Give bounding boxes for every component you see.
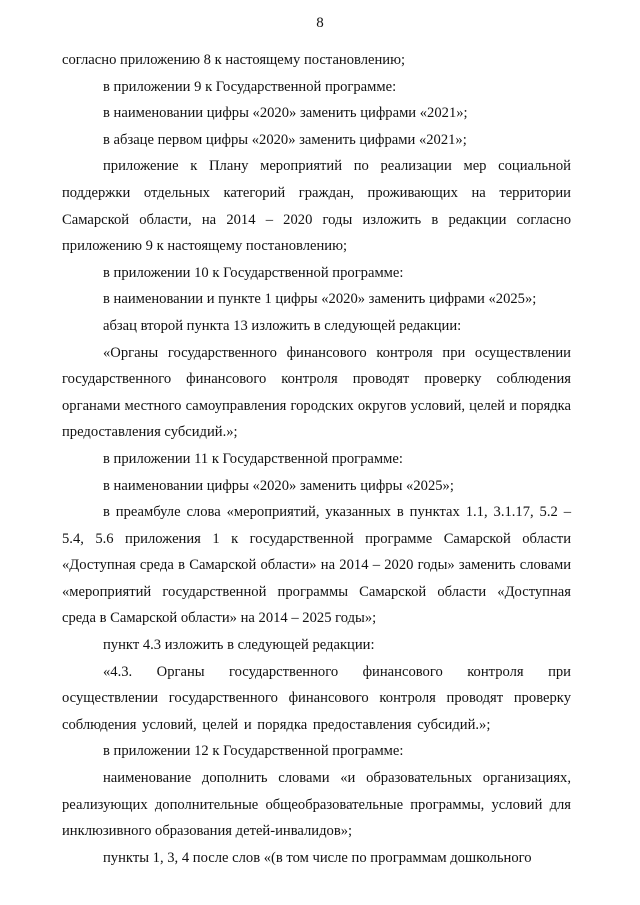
paragraph: согласно приложению 8 к настоящему постановлению;	[62, 52, 406, 68]
paragraph: «Органы государственного финансового контроля при осуществлении государственного финансового контроля проводят проверку соблюдения органами местного самоуправления городских округов условий, целей и порядка предоставления субсидий.»;	[62, 344, 571, 441]
paragraph: в приложении 11 к Государственной программе:	[103, 450, 403, 467]
paragraph: приложение к Плану мероприятий по реализации мер социальной поддержки отдельных категорий граждан, проживающих на территории Самарской области, на 2014 – 2020 годы изложить в редакции согласно приложению 9 к настоящему постановлению;	[62, 158, 571, 255]
paragraph: в приложении 10 к Государственной программе:	[103, 264, 404, 281]
paragraph: в преамбуле слова «мероприятий, указанных в пунктах 1.1, 3.1.17, 5.2 – 5.4, 5.6 приложения 1 к государственной программе Самарской области «Доступная среда в Самарской области» на 2014 – 2020 годы» заменить словами «мероприятий государственной программы Самарской области «Доступная среда в Самарской области» на 2014 – 2025 годы»;	[62, 504, 571, 627]
paragraph: в наименовании цифры «2020» заменить цифры «2025»;	[103, 477, 454, 494]
paragraph: в наименовании и пункте 1 цифры «2020» заменить цифрами «2025»;	[103, 291, 537, 308]
page-number: 8	[316, 15, 324, 31]
paragraph: в приложении 12 к Государственной программе:	[103, 743, 404, 760]
paragraph: в приложении 9 к Государственной программе:	[103, 78, 397, 95]
paragraph: в абзаце первом цифры «2020» заменить цифрами «2021»;	[103, 131, 467, 148]
paragraph: «4.3. Органы государственного финансового контроля при осуществлении государственного финансового контроля проводят проверку соблюдения условий, целей и порядка предоставления субсидий.»;	[62, 663, 571, 733]
paragraph: пункт 4.3 изложить в следующей редакции:	[103, 637, 375, 654]
paragraph: в наименовании цифры «2020» заменить цифрами «2021»;	[103, 105, 468, 122]
document-body	[62, 47, 571, 871]
paragraph: пункты 1, 3, 4 после слов «(в том числе по программам дошкольного	[103, 849, 532, 866]
paragraph: наименование дополнить словами «и образовательных организациях, реализующих дополнительные общеобразовательные программы, условий для инклюзивного образования детей-инвалидов»;	[62, 770, 571, 840]
paragraph: абзац второй пункта 13 изложить в следующей редакции:	[103, 317, 462, 334]
